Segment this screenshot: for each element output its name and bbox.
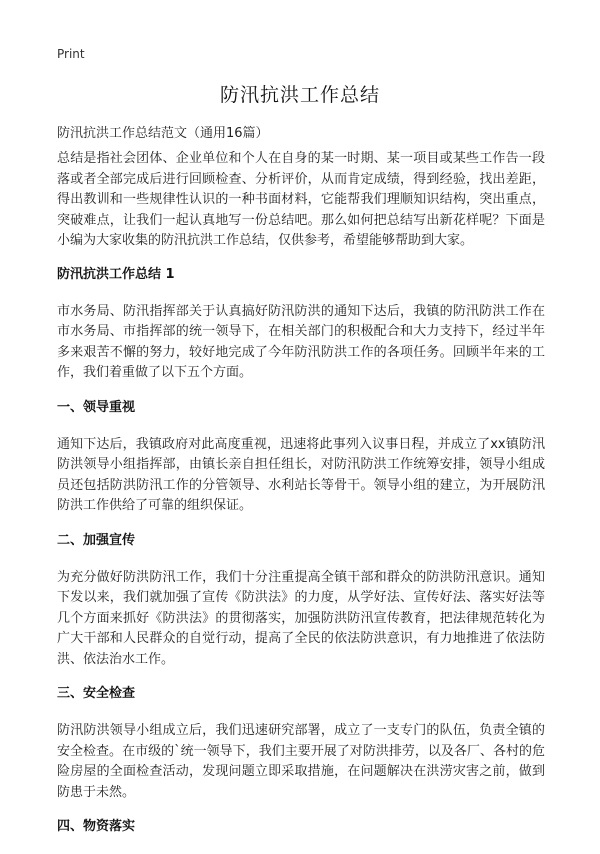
section-heading-leadership: 一、领导重视	[57, 399, 136, 415]
section-heading-publicity: 二、加强宣传	[57, 532, 136, 548]
article-intro-paragraph: 市水务局、防汛指挥部关于认真搞好防汛防洪的通知下达后，我镇的防汛防洪工作在市水务局、市指挥部的统一领导下，在相关部门的积极配合和大力支持下，经过半年多来艰苦不懈的努力，较好地完成了今年防汛防洪工作的各项任务。回顾半年来的工作，我们着重做了以下五个方面。	[57, 303, 545, 380]
section-text-publicity: 为充分做好防洪防汛工作，我们十分注重提高全镇干部和群众的防洪防汛意识。通知下发以来，我们就加强了宣传《防洪法》的力度，从学好法、宣传好法、落实好法等几个方面来抓好《防洪法》的贯彻落实，加强防洪防汛宣传教育，把法律规范转化为广大干部和人民群众的自觉行动，提高了全民的依法防洪意识，有力地推进了依法防洪、依法治水工作。	[57, 569, 545, 667]
intro-paragraph: 总结是指社会团体、企业单位和个人在自身的某一时期、某一项目或某些工作告一段落或者全部完成后进行回顾检查、分析评价，从而肯定成绩，得到经验，找出差距，得出教训和一些规律性认识的一种书面材料，它能帮我们理顺知识结构，突出重点，突破难点，让我们一起认真地写一份总结吧。那么如何把总结写出新花样呢？下面是小编为大家收集的防汛抗洪工作总结，仅供参考，希望能够帮助到大家。	[57, 151, 545, 248]
section-text-safety-inspection: 防汛防洪领导小组成立后，我们迅速研究部署，成立了一支专门的队伍，负责全镇的安全检查。在市级的`统一领导下，我们主要开展了对防洪排劳，以及各厂、各村的危险房屋的全面检查活动，发现问题立即采取措施，在问题解决在洪涝灾害之前，做到防患于未然。	[57, 723, 545, 800]
section-text-leadership: 通知下达后，我镇政府对此高度重视，迅速将此事列入议事日程，并成立了xx镇防汛防洪领导小组指挥部，由镇长亲自担任组长，对防汛防洪工作统筹安排，领导小组成员还包括防洪防汛工作的分管领导、水利站长等骨干。领导小组的建立，为开展防汛防洪工作供给了可靠的组织保证。	[57, 436, 545, 513]
article-heading: 防汛抗洪工作总结 1	[57, 266, 175, 282]
print-link[interactable]: Print	[57, 47, 85, 61]
section-heading-materials: 四、物资落实	[57, 819, 136, 834]
section-heading-safety-inspection: 三、安全检查	[57, 686, 136, 701]
document-title: 防汛抗洪工作总结	[219, 84, 380, 106]
document-body	[57, 149, 545, 854]
document-subtitle: 防汛抗洪工作总结范文（通用16篇）	[57, 126, 269, 141]
